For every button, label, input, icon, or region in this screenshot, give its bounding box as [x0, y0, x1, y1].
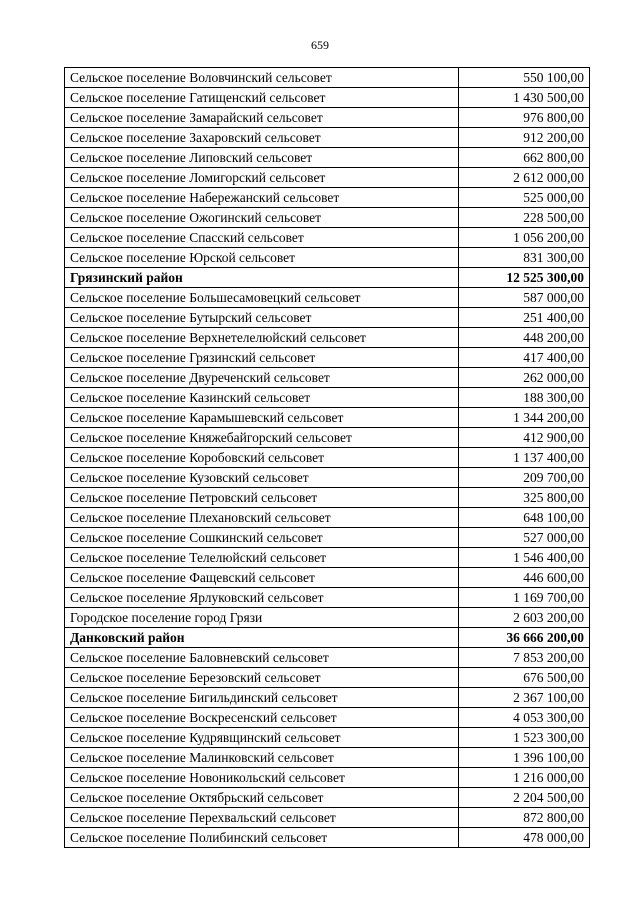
district-total-row — [65, 268, 590, 288]
settlement-amount: 417 400,00 — [459, 348, 590, 368]
settlement-amount: 7 853 200,00 — [459, 648, 590, 668]
settlement-name: Сельское поселение Октябрьский сельсовет — [65, 788, 459, 808]
district-name: Грязинский район — [65, 268, 459, 288]
settlement-amount: 676 500,00 — [459, 668, 590, 688]
settlement-row — [65, 688, 590, 708]
settlement-row — [65, 708, 590, 728]
settlement-amount: 2 612 000,00 — [459, 168, 590, 188]
settlement-row — [65, 608, 590, 628]
settlement-name: Сельское поселение Петровский сельсовет — [65, 488, 459, 508]
settlement-amount: 912 200,00 — [459, 128, 590, 148]
settlement-name: Сельское поселение Воскресенский сельсовет — [65, 708, 459, 728]
settlement-amount: 872 800,00 — [459, 808, 590, 828]
settlement-amount: 527 000,00 — [459, 528, 590, 548]
settlement-row — [65, 428, 590, 448]
settlement-amount: 1 523 300,00 — [459, 728, 590, 748]
settlement-name: Сельское поселение Кузовский сельсовет — [65, 468, 459, 488]
settlement-row — [65, 308, 590, 328]
settlement-name: Сельское поселение Грязинский сельсовет — [65, 348, 459, 368]
settlement-name: Сельское поселение Бигильдинский сельсовет — [65, 688, 459, 708]
settlement-row — [65, 188, 590, 208]
settlement-name: Сельское поселение Баловневский сельсовет — [65, 648, 459, 668]
settlement-name: Сельское поселение Захаровский сельсовет — [65, 128, 459, 148]
settlement-row — [65, 348, 590, 368]
settlement-row — [65, 448, 590, 468]
settlement-row — [65, 648, 590, 668]
settlement-name: Сельское поселение Полибинский сельсовет — [65, 828, 459, 848]
settlement-name: Сельское поселение Ярлуковский сельсовет — [65, 588, 459, 608]
settlement-row — [65, 588, 590, 608]
settlement-amount: 448 200,00 — [459, 328, 590, 348]
settlement-amount: 525 000,00 — [459, 188, 590, 208]
settlement-row — [65, 808, 590, 828]
settlement-row — [65, 168, 590, 188]
settlement-amount: 1 137 400,00 — [459, 448, 590, 468]
settlement-name: Сельское поселение Кудрявщинский сельсовет — [65, 728, 459, 748]
settlement-row — [65, 468, 590, 488]
settlement-name: Сельское поселение Перехвальский сельсовет — [65, 808, 459, 828]
settlement-row — [65, 108, 590, 128]
budget-table — [64, 67, 590, 848]
settlement-name: Сельское поселение Плехановский сельсовет — [65, 508, 459, 528]
settlement-amount: 1 430 500,00 — [459, 88, 590, 108]
settlement-amount: 188 300,00 — [459, 388, 590, 408]
settlement-name: Сельское поселение Коробовский сельсовет — [65, 448, 459, 468]
settlement-name: Сельское поселение Гатищенский сельсовет — [65, 88, 459, 108]
settlement-amount: 1 396 100,00 — [459, 748, 590, 768]
settlement-row — [65, 388, 590, 408]
settlement-amount: 446 600,00 — [459, 568, 590, 588]
settlement-row — [65, 548, 590, 568]
settlement-amount: 976 800,00 — [459, 108, 590, 128]
settlement-name: Сельское поселение Ломигорский сельсовет — [65, 168, 459, 188]
settlement-row — [65, 728, 590, 748]
budget-table-body — [65, 68, 590, 848]
settlement-amount: 1 056 200,00 — [459, 228, 590, 248]
settlement-name: Сельское поселение Бутырский сельсовет — [65, 308, 459, 328]
settlement-row — [65, 328, 590, 348]
settlement-name: Сельское поселение Казинский сельсовет — [65, 388, 459, 408]
settlement-name: Сельское поселение Воловчинский сельсовет — [65, 68, 459, 88]
settlement-name: Сельское поселение Ожогинский сельсовет — [65, 208, 459, 228]
settlement-amount: 228 500,00 — [459, 208, 590, 228]
settlement-name: Сельское поселение Княжебайгорский сельсовет — [65, 428, 459, 448]
settlement-amount: 4 053 300,00 — [459, 708, 590, 728]
settlement-name: Сельское поселение Телелюйский сельсовет — [65, 548, 459, 568]
settlement-name: Сельское поселение Двуреченский сельсовет — [65, 368, 459, 388]
settlement-row — [65, 408, 590, 428]
settlement-amount: 587 000,00 — [459, 288, 590, 308]
settlement-name: Сельское поселение Липовский сельсовет — [65, 148, 459, 168]
district-total-amount: 12 525 300,00 — [459, 268, 590, 288]
settlement-amount: 262 000,00 — [459, 368, 590, 388]
district-name: Данковский район — [65, 628, 459, 648]
settlement-name: Сельское поселение Карамышевский сельсовет — [65, 408, 459, 428]
settlement-amount: 325 800,00 — [459, 488, 590, 508]
settlement-name: Сельское поселение Юрской сельсовет — [65, 248, 459, 268]
settlement-row — [65, 668, 590, 688]
settlement-row — [65, 228, 590, 248]
settlement-amount: 1 216 000,00 — [459, 768, 590, 788]
settlement-amount: 550 100,00 — [459, 68, 590, 88]
settlement-row — [65, 208, 590, 228]
page-number: 659 — [311, 38, 329, 52]
settlement-name: Сельское поселение Спасский сельсовет — [65, 228, 459, 248]
settlement-amount: 1 344 200,00 — [459, 408, 590, 428]
settlement-amount: 2 367 100,00 — [459, 688, 590, 708]
settlement-row — [65, 488, 590, 508]
settlement-amount: 2 204 500,00 — [459, 788, 590, 808]
settlement-name: Сельское поселение Замарайский сельсовет — [65, 108, 459, 128]
settlement-row — [65, 748, 590, 768]
settlement-row — [65, 508, 590, 528]
settlement-row — [65, 148, 590, 168]
settlement-row — [65, 828, 590, 848]
settlement-name: Сельское поселение Березовский сельсовет — [65, 668, 459, 688]
settlement-name: Сельское поселение Набережанский сельсовет — [65, 188, 459, 208]
settlement-row — [65, 788, 590, 808]
settlement-name: Сельское поселение Фащевский сельсовет — [65, 568, 459, 588]
settlement-row — [65, 528, 590, 548]
settlement-amount: 662 800,00 — [459, 148, 590, 168]
settlement-row — [65, 768, 590, 788]
settlement-name: Городское поселение город Грязи — [65, 608, 459, 628]
settlement-name: Сельское поселение Сошкинский сельсовет — [65, 528, 459, 548]
district-total-amount: 36 666 200,00 — [459, 628, 590, 648]
settlement-amount: 412 900,00 — [459, 428, 590, 448]
settlement-row — [65, 568, 590, 588]
settlement-amount: 251 400,00 — [459, 308, 590, 328]
settlement-row — [65, 88, 590, 108]
settlement-row — [65, 288, 590, 308]
settlement-name: Сельское поселение Большесамовецкий сельсовет — [65, 288, 459, 308]
settlement-row — [65, 248, 590, 268]
settlement-name: Сельское поселение Верхнетелелюйский сельсовет — [65, 328, 459, 348]
settlement-row — [65, 128, 590, 148]
settlement-name: Сельское поселение Малинковский сельсовет — [65, 748, 459, 768]
settlement-amount: 478 000,00 — [459, 828, 590, 848]
settlement-row — [65, 68, 590, 88]
settlement-amount: 648 100,00 — [459, 508, 590, 528]
settlement-row — [65, 368, 590, 388]
settlement-amount: 209 700,00 — [459, 468, 590, 488]
settlement-amount: 1 169 700,00 — [459, 588, 590, 608]
settlement-amount: 831 300,00 — [459, 248, 590, 268]
settlement-amount: 1 546 400,00 — [459, 548, 590, 568]
district-total-row — [65, 628, 590, 648]
settlement-amount: 2 603 200,00 — [459, 608, 590, 628]
settlement-name: Сельское поселение Новоникольский сельсовет — [65, 768, 459, 788]
